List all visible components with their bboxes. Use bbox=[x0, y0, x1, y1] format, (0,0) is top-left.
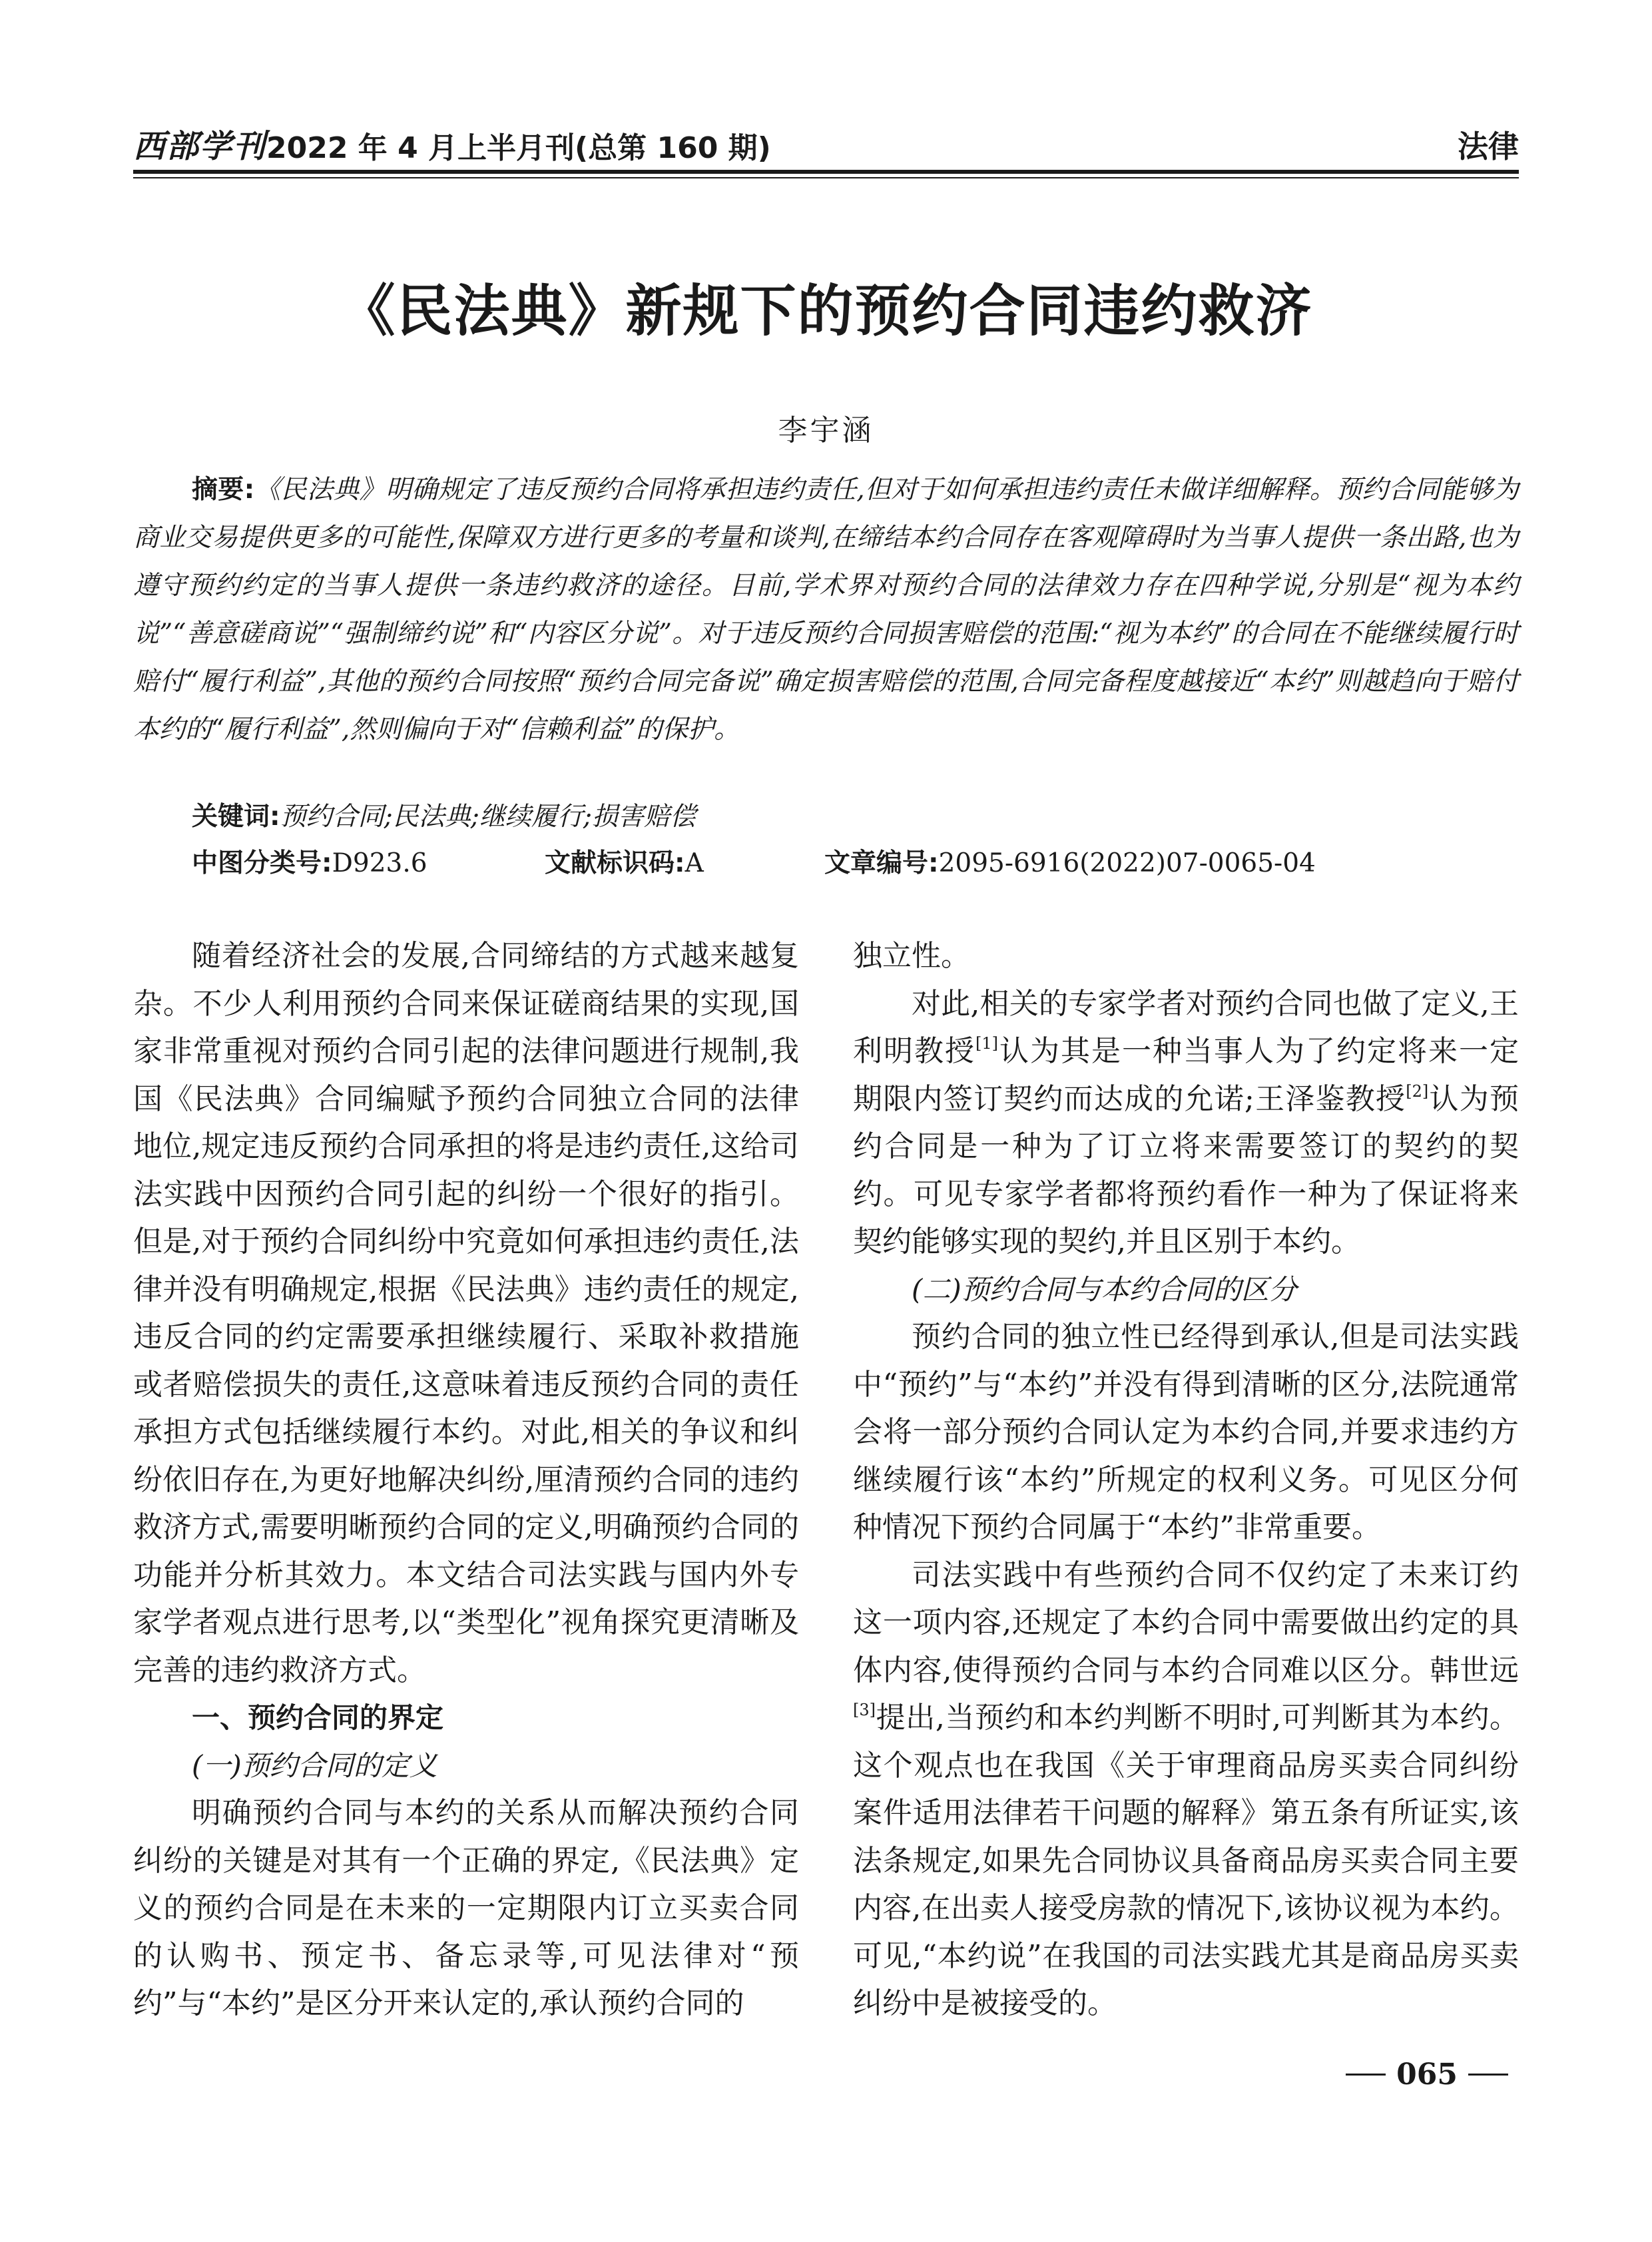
article-number bbox=[824, 842, 1316, 880]
body-paragraph: 明确预约合同与本约的关系从而解决预约合同纠纷的关键是对其有一个正确的界定,《民法典》定义的预约合同是在未来的一定期限内订立买卖合同的认购书、预定书、备忘录等,可见法律对“预约”与“本约”是区分开来认定的,承认预约合同的 bbox=[133, 1796, 799, 2020]
header-rule bbox=[133, 170, 1519, 174]
text-run: 提出,当预约和本约判断不明时,可判断其为本约。这个观点也在我国《关于审理商品房买卖合同纠纷案件适用法律若干问题的解释》第五条有所证实,该法条规定,如果先合同协议具备商品房买卖合同主要内容,在出卖人接受房款的情况下,该协议视为本约。可见,“本约说”在我国的司法实践尤其是商品房买卖纠纷中是被接受的。 bbox=[853, 1701, 1519, 2020]
clc-code bbox=[192, 842, 545, 880]
text-run: 认为预约合同是一种为了订立将来需要签订的契约的契约。可见专家学者都将预约看作一种为了保证将来契约能够实现的契约,并且区别于本约。 bbox=[853, 1081, 1519, 1259]
article-title: 《民法典》新规下的预约合同违约救济 bbox=[339, 278, 1313, 344]
body-paragraph: 预约合同的独立性已经得到承认,但是司法实践中“预约”与“本约”并没有得到清晰的区分,法院通常会将一部分预约合同认定为本约合同,并要求违约方继续履行该“本约”所规定的权利义务。可见区分何种情况下预约合同属于“本约”非常重要。 bbox=[853, 1320, 1519, 1544]
article-author: 李宇涵 bbox=[778, 414, 874, 447]
article-no-value: 2095-6916(2022)07-0065-04 bbox=[938, 848, 1316, 878]
page-number bbox=[1335, 2058, 1519, 2092]
doc-code-label: 文献标识码: bbox=[545, 848, 685, 878]
dash-left bbox=[1346, 2074, 1386, 2076]
issue-info: 2022 年 4 月上半月刊(总第 160 期) bbox=[266, 131, 771, 165]
section-heading: 一、预约合同的界定 bbox=[192, 1701, 444, 1734]
right-column bbox=[853, 932, 1519, 2028]
classification-info bbox=[192, 842, 1519, 880]
section-label: 法律 bbox=[1458, 129, 1519, 164]
body-paragraph: 随着经济社会的发展,合同缔结的方式越来越复杂。不少人利用预约合同来保证磋商结果的实现,国家非常重视对预约合同引起的法律问题进行规制,我国《民法典》合同编赋予预约合同独立合同的法律地位,规定违反预约合同承担的将是违约责任,这给司法实践中因预约合同引起的纠纷一个很好的指引。但是,对于预约合同纠纷中究竟如何承担违约责任,法律并没有明确规定,根据《民法典》违约责任的规定,违反合同的约定需要承担继续履行、采取补救措施或者赔偿损失的责任,这意味着违反预约合同的责任承担方式包括继续履行本约。对此,相关的争议和纠纷依旧存在,为更好地解决纠纷,厘清预约合同的违约救济方式,需要明晰预约合同的定义,明确预约合同的功能并分析其效力。本文结合司法实践与国内外专家学者观点进行思考,以“类型化”视角探究更清晰及完善的违约救济方式。 bbox=[133, 939, 799, 1687]
journal-info bbox=[133, 121, 771, 166]
running-header bbox=[133, 113, 1519, 166]
doc-code-value: A bbox=[685, 848, 704, 878]
keywords bbox=[192, 796, 1519, 833]
subsection-heading: (二)预约合同与本约合同的区分 bbox=[912, 1272, 1297, 1306]
dash-right bbox=[1468, 2074, 1508, 2076]
citation-ref: [1] bbox=[975, 1034, 998, 1053]
clc-label: 中图分类号: bbox=[192, 848, 332, 878]
document-code bbox=[545, 842, 824, 880]
journal-logo: 西部学刊 bbox=[133, 128, 267, 165]
body-paragraph bbox=[853, 980, 1519, 1266]
header-rule-thin bbox=[133, 177, 1519, 178]
subsection-heading: (一)预约合同的定义 bbox=[192, 1749, 437, 1782]
text-run: 对此,相关的专家学者对预约合同也做了定义,王利明教授 bbox=[853, 986, 1519, 1068]
keywords-text: 预约合同;民法典;继续履行;损害赔偿 bbox=[280, 802, 696, 832]
body-paragraph: 独立性。 bbox=[853, 939, 970, 973]
citation-ref: [2] bbox=[1406, 1081, 1429, 1101]
keywords-label: 关键词: bbox=[192, 802, 280, 832]
abstract bbox=[133, 466, 1519, 754]
abstract-text: 《民法典》明确规定了违反预约合同将承担违约责任,但对于如何承担违约责任未做详细解释。预约合同能够为商业交易提供更多的可能性,保障双方进行更多的考量和谈判,在缔结本约合同存在客观障碍时为当事人提供一条出路,也为遵守预约约定的当事人提供一条违约救济的途径。目前,学术界对预约合同的法律效力存在四种学说,分别是“视为本约说”“善意磋商说”“强制缔约说”和“内容区分说”。对于违反预约合同损害赔偿的范围:“视为本约”的合同在不能继续履行时赔付“履行利益”,其他的预约合同按照“预约合同完备说”确定损害赔偿的范围,合同完备程度越接近“本约”则越趋向于赔付本约的“履行利益”,然则偏向于对“信赖利益”的保护。 bbox=[133, 475, 1519, 744]
clc-value: D923.6 bbox=[332, 848, 427, 878]
abstract-label: 摘要: bbox=[192, 475, 255, 505]
text-run: 认为其是一种当事人为了约定将来一定期限内签订契约而达成的允诺;王泽鉴教授 bbox=[853, 1034, 1519, 1116]
citation-ref: [3] bbox=[853, 1701, 876, 1719]
article-no-label: 文章编号: bbox=[824, 848, 939, 878]
body-paragraph bbox=[853, 1551, 1519, 2028]
page-number-text: 065 bbox=[1396, 2058, 1458, 2092]
text-run: 司法实践中有些预约合同不仅约定了未来订约这一项内容,还规定了本约合同中需要做出约定的具体内容,使得预约合同与本约合同难以区分。韩世远 bbox=[853, 1557, 1519, 1687]
left-column bbox=[133, 932, 799, 2028]
